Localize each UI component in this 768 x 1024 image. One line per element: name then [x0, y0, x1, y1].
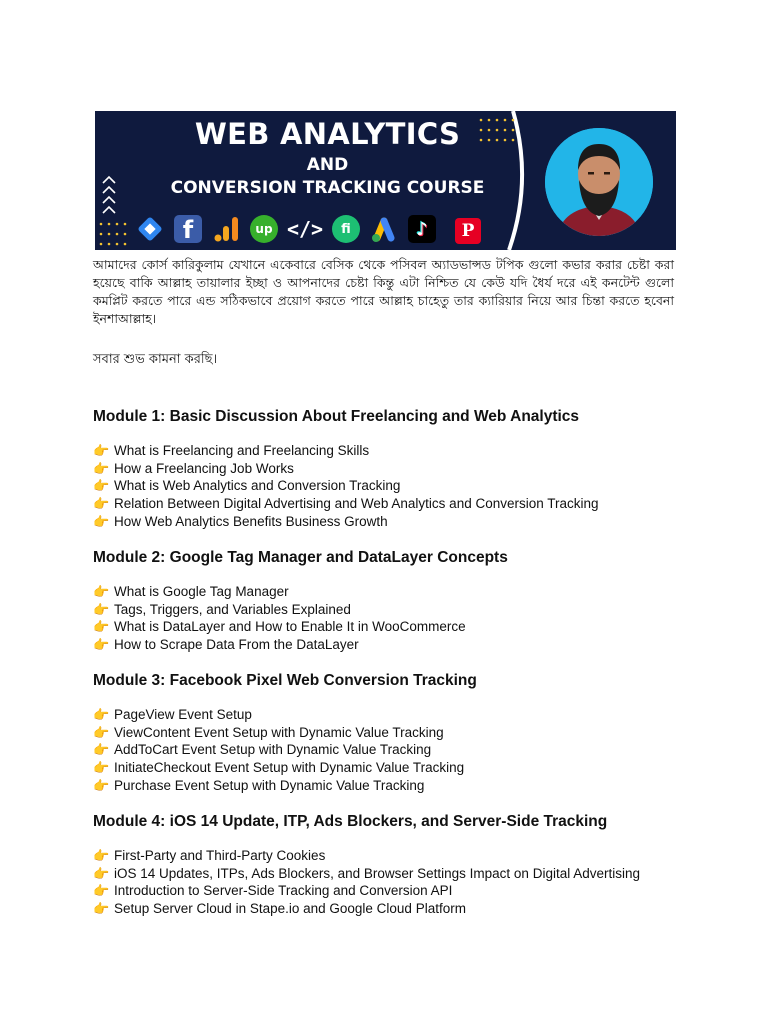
module-1-list: [93, 442, 599, 530]
banner-title-line1: WEB ANALYTICS: [194, 117, 461, 151]
list-item-text: PageView Event Setup: [114, 707, 252, 722]
list-item: [93, 882, 640, 900]
pointing-hand-icon: 👉: [93, 478, 110, 494]
list-item-text: Relation Between Digital Advertising and Web Analytics and Conversion Tracking: [114, 496, 599, 512]
list-item: [93, 759, 464, 777]
list-item: [93, 477, 599, 495]
pointing-hand-icon: 👉: [93, 742, 110, 758]
pointing-hand-icon: 👉: [93, 901, 110, 917]
module-1-title: Module 1: Basic Discussion About Freelancing and Web Analytics: [93, 408, 580, 425]
module-4-title: Module 4: iOS 14 Update, ITP, Ads Blockers, and Server-Side Tracking: [93, 813, 608, 830]
banner-title-line3: CONVERSION TRACKING COURSE: [170, 178, 485, 198]
list-item-text: What is DataLayer and How to Enable It in WooCommerce: [114, 619, 466, 635]
instructor-portrait: [545, 128, 653, 236]
list-item-text: How to Scrape Data From the DataLayer: [114, 637, 359, 653]
list-item-text: First-Party and Third-Party Cookies: [114, 848, 326, 863]
pinterest-icon: P: [453, 216, 483, 246]
list-item: [93, 724, 464, 742]
intro-paragraph: আমাদের কোর্স কারিকুলাম যেখানে একেবারে বেসিক থেকে পসিবল অ্যাডভান্সড টপিক গুলো কভার করার চেষ্টা করা হয়েছে বাকি আল্লাহ তায়ালার ইচ্ছা ও আপনাদের চেষ্টা কিন্তু এটা নিশ্চিত যে কেউ যদি ধৈর্য দরে এই কনটেন্ট গুলো কমপ্লিট করতে পারে এন্ড সঠিকভাবে প্রয়োগ করতে পারে আল্লাহ চাহেতু তার ক্যারিয়ার নিয়ে আর চিন্তা করতে হবেনা ইনশাআল্লাহ।: [93, 257, 674, 326]
list-item-text: iOS 14 Updates, ITPs, Ads Blockers, and Browser Settings Impact on Digital Advertising: [114, 865, 640, 881]
list-item: [93, 706, 464, 724]
list-item: [93, 777, 464, 795]
list-item-text: Tags, Triggers, and Variables Explained: [114, 601, 351, 617]
facebook-icon: f: [173, 214, 203, 244]
list-item-text: InitiateCheckout Event Setup with Dynamic Value Tracking: [114, 760, 465, 776]
pointing-hand-icon: 👉: [93, 460, 110, 476]
pointing-hand-icon: 👉: [93, 619, 110, 635]
list-item: [93, 741, 464, 759]
pointing-hand-icon: 👉: [93, 865, 110, 881]
tiktok-icon: ♪: [407, 214, 437, 244]
upwork-icon: up: [249, 214, 279, 244]
pointing-hand-icon: 👉: [93, 777, 110, 793]
pointing-hand-icon: 👉: [93, 707, 110, 722]
list-item: [93, 865, 640, 883]
module-4-list: [93, 847, 640, 918]
list-item-text: What is Google Tag Manager: [114, 584, 289, 599]
list-item-text: AddToCart Event Setup with Dynamic Value Tracking: [114, 742, 432, 758]
banner-title-line2: AND: [306, 155, 349, 175]
list-item-text: How a Freelancing Job Works: [114, 460, 294, 476]
pointing-hand-icon: 👉: [93, 637, 110, 653]
code-icon: </>: [286, 217, 324, 241]
module-2-list: [93, 583, 466, 654]
list-item: [93, 601, 466, 619]
list-item: [93, 847, 640, 865]
list-item-text: Introduction to Server-Side Tracking and Conversion API: [114, 883, 453, 899]
list-item-text: Purchase Event Setup with Dynamic Value Tracking: [114, 777, 425, 793]
pointing-hand-icon: 👉: [93, 760, 110, 776]
list-item-text: What is Freelancing and Freelancing Skills: [114, 443, 370, 458]
module-3-list: [93, 706, 464, 794]
list-item: [93, 583, 466, 601]
google-analytics-icon: [211, 214, 241, 244]
google-tag-manager-icon: [135, 214, 165, 244]
pointing-hand-icon: 👉: [93, 584, 110, 599]
google-ads-icon: [369, 214, 399, 244]
list-item-text: Setup Server Cloud in Stape.io and Google Cloud Platform: [114, 901, 466, 917]
list-item: [93, 442, 599, 460]
list-item-text: What is Web Analytics and Conversion Tracking: [114, 478, 401, 494]
list-item: [93, 495, 599, 513]
fiverr-icon: fi: [331, 214, 361, 244]
pointing-hand-icon: 👉: [93, 496, 110, 512]
pointing-hand-icon: 👉: [93, 848, 110, 863]
list-item: [93, 900, 640, 918]
list-item: [93, 513, 599, 531]
list-item: [93, 460, 599, 478]
pointing-hand-icon: 👉: [93, 601, 110, 617]
list-item-text: ViewContent Event Setup with Dynamic Value Tracking: [114, 724, 444, 740]
greeting-text: সবার শুভ কামনা করছি।: [93, 352, 218, 367]
list-item-text: How Web Analytics Benefits Business Growth: [114, 513, 388, 529]
course-banner: [95, 111, 676, 250]
pointing-hand-icon: 👉: [93, 443, 110, 458]
list-item: [93, 618, 466, 636]
pointing-hand-icon: 👉: [93, 883, 110, 899]
list-item: [93, 636, 466, 654]
pointing-hand-icon: 👉: [93, 513, 110, 529]
module-2-title: Module 2: Google Tag Manager and DataLayer Concepts: [93, 549, 508, 566]
module-3-title: Module 3: Facebook Pixel Web Conversion Tracking: [93, 672, 477, 689]
pointing-hand-icon: 👉: [93, 724, 110, 740]
